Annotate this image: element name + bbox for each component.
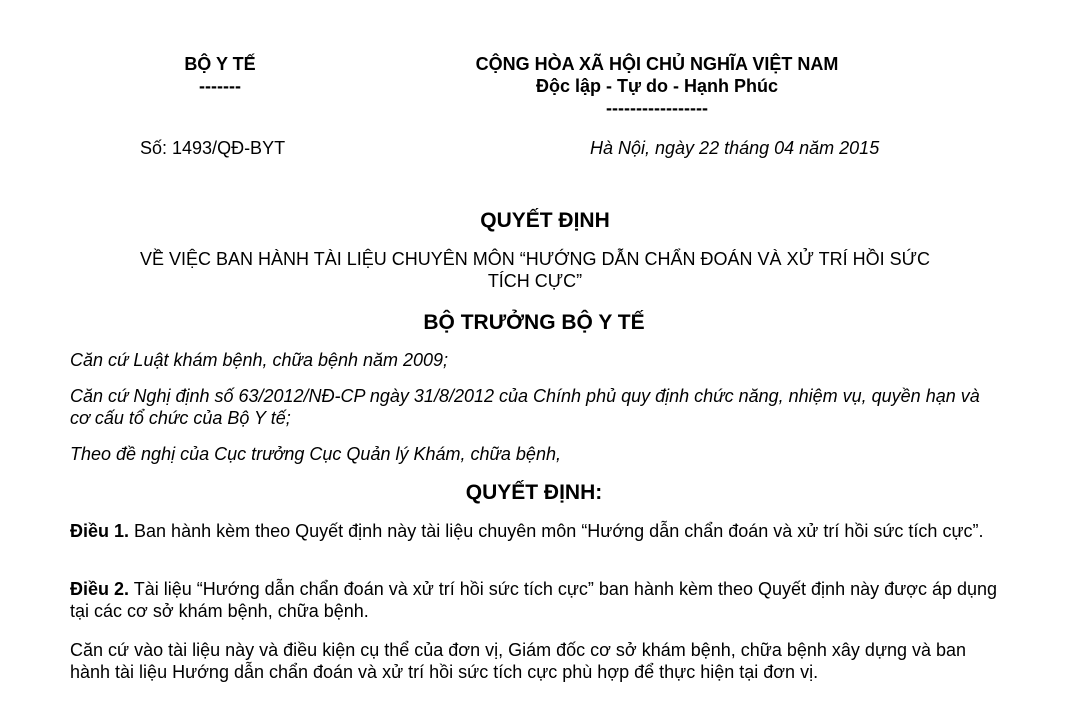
document-subject-line-2: TÍCH CỰC” [487, 271, 583, 291]
implementation-paragraph: Căn cứ vào tài liệu này và điều kiện cụ thể của đơn vị, Giám đốc cơ sở khám bệnh, chữa bệnh xây dựng và ban hành tài liệu Hướng dẫn chẩn đoán và xử trí hồi sức tích cực phù hợp để thực hiện tại đơn vị. [70, 640, 967, 682]
nation-name: CỘNG HÒA XÃ HỘI CHỦ NGHĨA VIỆT NAM [475, 54, 839, 74]
issuing-authority: BỘ TRƯỞNG BỘ Y TẾ [423, 311, 645, 334]
ministry-rule: ------- [199, 76, 241, 96]
preamble-proposal: Theo đề nghị của Cục trưởng Cục Quản lý Khám, chữa bệnh, [70, 444, 561, 464]
motto-rule: ----------------- [606, 98, 708, 118]
document-subject-line-1: VỀ VIỆC BAN HÀNH TÀI LIỆU CHUYÊN MÔN “HƯỚNG DẪN CHẨN ĐOÁN VÀ XỬ TRÍ HỒI SỨC [140, 249, 930, 269]
preamble-basis-law: Căn cứ Luật khám bệnh, chữa bệnh năm 2009; [70, 350, 449, 370]
article-1 [70, 520, 1000, 542]
place-and-date: Hà Nội, ngày 22 tháng 04 năm 2015 [590, 138, 880, 158]
document-number: Số: 1493/QĐ-BYT [140, 138, 286, 158]
article-2 [70, 578, 1000, 622]
preamble-basis-decree: Căn cứ Nghị định số 63/2012/NĐ-CP ngày 31/8/2012 của Chính phủ quy định chức năng, nhiệm vụ, quyền hạn và cơ cấu tổ chức của Bộ Y tế; [70, 386, 980, 428]
ministry-name: BỘ Y TẾ [184, 54, 256, 74]
document-title: QUYẾT ĐỊNH [480, 209, 610, 232]
article-1-text: Ban hành kèm theo Quyết định này tài liệu chuyên môn “Hướng dẫn chẩn đoán và xử trí hồi sức tích cực”. [129, 521, 984, 541]
decision-heading: QUYẾT ĐỊNH: [465, 481, 603, 504]
article-1-label: Điều 1. [70, 521, 130, 541]
article-2-text: Tài liệu “Hướng dẫn chẩn đoán và xử trí hồi sức tích cực” ban hành kèm theo Quyết định này được áp dụng tại các cơ sở khám bệnh, chữa bệnh. [70, 579, 998, 621]
article-2-label: Điều 2. [70, 579, 130, 599]
national-motto: Độc lập - Tự do - Hạnh Phúc [535, 76, 779, 96]
